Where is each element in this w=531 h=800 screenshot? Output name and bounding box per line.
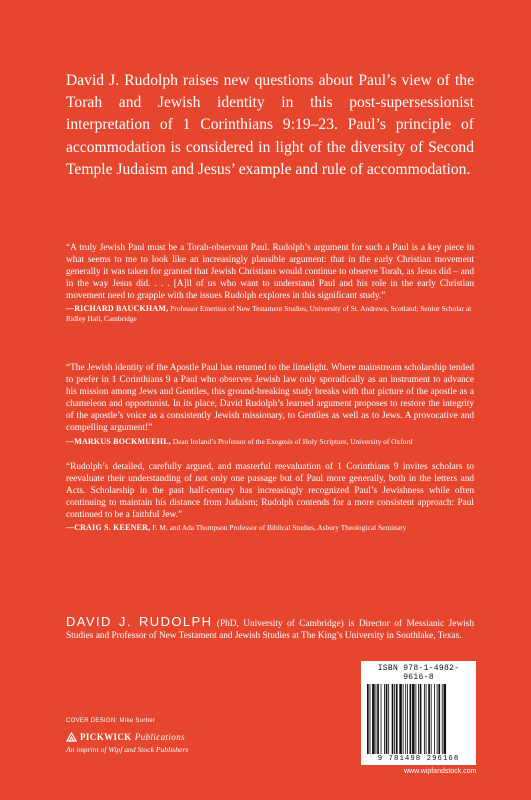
endorser-name: —CRAIG S. KEENER, bbox=[66, 523, 151, 533]
pickwick-logo-icon bbox=[66, 732, 77, 742]
endorser-title: Professor Emeritus of New Testament Studies, University of St. Andrews, Scotland; Senior Scholar at Ridley Hall, Cambridge bbox=[66, 304, 472, 324]
barcode-graphic bbox=[365, 684, 472, 754]
intro-paragraph: David J. Rudolph raises new questions about Paul’s view of the Torah and Jewish identity in this post-supersessionist interpretation of 1 Corinthians 9:19–23. Paul’s principle of accommodation is considered in light of the diversity of Second Temple Judaism and Jesus’ example and rule of accommodation. bbox=[66, 72, 474, 178]
credits-block bbox=[66, 718, 286, 754]
endorser-name: —RICHARD BAUCKHAM, bbox=[66, 304, 169, 314]
endorsement-quote: “Rudolph’s detailed, carefully argued, and masterful reevaluation of 1 Corinthians 9 invites scholars to reevaluate their understanding of not only one passage but of Paul more generally, both in the letters and Acts. Scholarship in the past half-century has increasingly recognized Paul’s Jewishness while often continuing to maintain his distance from Judaism; Rudolph contends for a more consistent approach: Paul continued to be a faithful Jew.” bbox=[66, 462, 474, 521]
publisher-sub: Publications bbox=[134, 732, 185, 742]
endorsement-attribution bbox=[66, 437, 474, 447]
endorser-title: Dean Ireland’s Professor of the Exegesis of Holy Scripture, University of Oxford bbox=[172, 436, 413, 446]
author-bio bbox=[66, 616, 474, 642]
publisher-line bbox=[66, 732, 286, 742]
endorser-title: F. M. and Ada Thompson Professor of Biblical Studies, Asbury Theological Seminary bbox=[152, 523, 407, 533]
isbn-barcode bbox=[361, 661, 476, 765]
endorsement-keener bbox=[66, 461, 474, 533]
barcode-digits: 9 781498 296168 bbox=[377, 755, 460, 763]
endorsement-bauckham bbox=[66, 242, 474, 324]
isbn-number: ISBN 978-1-4982-9616-8 bbox=[377, 664, 460, 682]
publisher-name: PICKWICK bbox=[80, 732, 132, 742]
endorsement-attribution bbox=[66, 523, 474, 533]
cover-design-credit: COVER DESIGN: Mike Surber bbox=[66, 718, 156, 724]
endorsement-quote: “A truly Jewish Paul must be a Torah-observant Paul. Rudolph’s argument for such a Paul is a key piece in what seems to me to look like an increasingly plausible argument: that in the early Christian movement generally it was taken for granted that Jewish Christians would continue to observe Torah, as Jesus did – and in the way Jesus did. . . . [A]ll of us who want to understand Paul and his role in the early Christian movement need to grapple with the issues Rudolph explores in this significant study.” bbox=[66, 243, 474, 302]
endorsement-attribution bbox=[66, 304, 474, 324]
author-name: DAVID J. RUDOLPH bbox=[66, 614, 213, 629]
imprint-line: An imprint of Wipf and Stock Publishers bbox=[66, 745, 189, 754]
endorser-name: —MARKUS BOCKMUEHL, bbox=[66, 436, 171, 446]
endorsement-bockmuehl bbox=[66, 362, 474, 447]
endorsement-quote: “The Jewish identity of the Apostle Paul has returned to the limelight. Where mainstream scholarship tended to prefer in 1 Corinthians 9 a Paul who observes Jewish law only sporadically as an instrument to advance his mission among Jews and Gentiles, this ground-breaking study breaks with that picture of the apostle as a chameleon and opportunist. In its place, David Rudolph’s learned argument proposes to restore the integrity of the apostle’s voice as a consistently Jewish missionary, to Gentiles as well as to Jews. A provocative and compelling argument!” bbox=[66, 363, 474, 434]
author-bio-text: (PhD, University of Cambridge) is Director of Messianic Jewish Studies and Professor of New Testament and Jewish Studies at The King’s University in Southlake, Texas. bbox=[66, 619, 474, 642]
publisher-website: www.wipfandstock.com bbox=[404, 768, 477, 775]
